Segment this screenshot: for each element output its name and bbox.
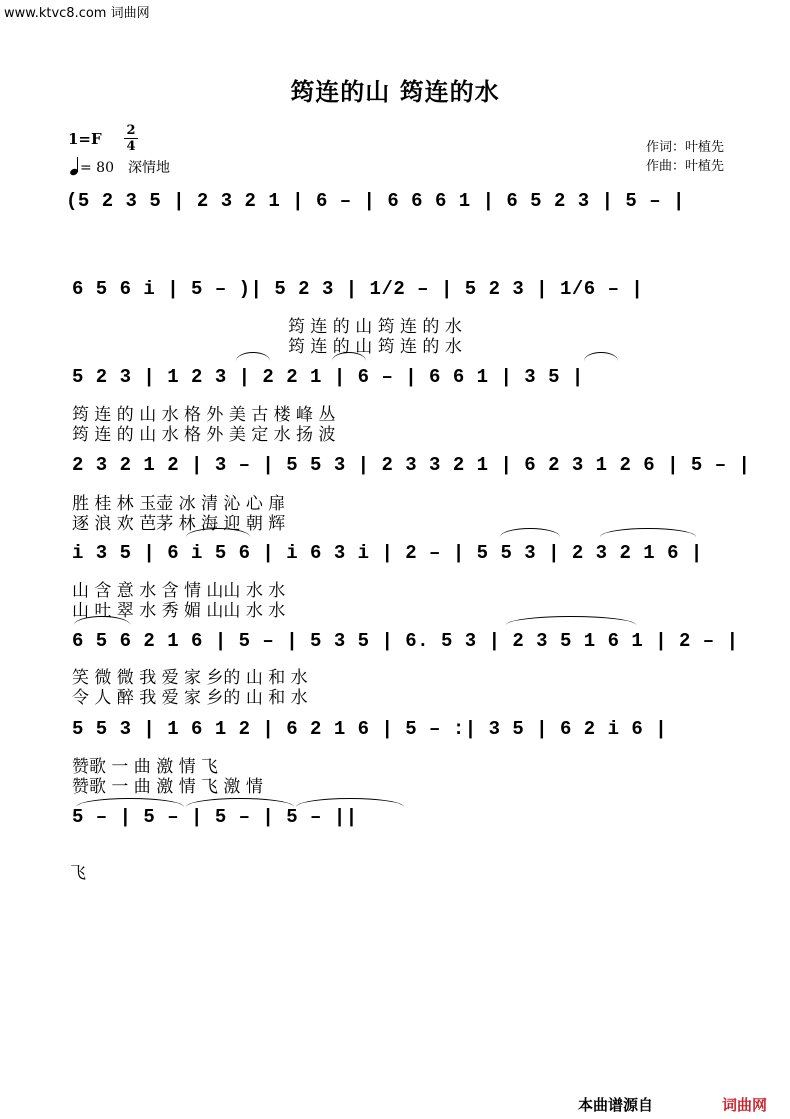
- lyric-2b: 筠 连 的 山 水 格 外 美 定 水 扬 波: [72, 425, 336, 445]
- tempo-value: = 80: [80, 160, 114, 176]
- score-line-2: 6 5 6 i | 5 – )| 5 2 3 | 1/2 – | 5 2 3 | 1/6 – |: [72, 278, 644, 300]
- score-line-7: 5 5 3 | 1 6 1 2 | 6 2 1 6 | 5 – :| 3 5 | 6 2 i 6 |: [72, 718, 668, 740]
- tempo-mark: [70, 157, 170, 177]
- meter-bottom: 4: [126, 139, 136, 154]
- meter-top: 2: [124, 124, 138, 139]
- expression: 深情地: [128, 160, 170, 176]
- score-line-4: 2 3 2 1 2 | 3 – | 5 5 3 | 2 3 3 2 1 | 6 2 3 1 2 6 | 5 – |: [72, 454, 751, 476]
- lyric-3a: 胜 桂 林 玉壶 冰 清 沁 心 扉: [72, 494, 286, 514]
- score-line-3: 5 2 3 | 1 2 3 | 2 2 1 | 6 – | 6 6 1 | 3 5 |: [72, 366, 584, 388]
- quarter-note-icon: [70, 159, 80, 175]
- slur-arc: [600, 528, 696, 537]
- lyric-4a: 山 含 意 水 含 情 山山 水 水: [72, 581, 286, 601]
- lyric-4b: 山 吐 翠 水 秀 媚 山山 水 水: [72, 601, 286, 621]
- lyric-2a: 筠 连 的 山 水 格 外 美 古 楼 峰 丛: [72, 405, 336, 425]
- key-signature: [68, 130, 102, 148]
- lyric-1a: 筠 连 的 山 筠 连 的 水: [288, 317, 462, 337]
- score-line-6: 6 5 6 2 1 6 | 5 – | 5 3 5 | 6. 5 3 | 2 3 5 1 6 1 | 2 – |: [72, 630, 739, 652]
- lyric-6a: 赞歌 一 曲 激 情 飞: [72, 757, 219, 777]
- slur-arc: [236, 352, 270, 361]
- slur-arc: [584, 352, 618, 361]
- final-lyric: 飞: [70, 863, 87, 882]
- composer-credit: 作曲：叶植先: [645, 159, 724, 174]
- time-signature: [124, 124, 138, 153]
- score-line-5: i 3 5 | 6 i 5 6 | i 6 3 i | 2 – | 5 5 3 | 2 3 2 1 6 |: [72, 542, 703, 564]
- score-line-1: (5 2 3 5 | 2 3 2 1 | 6 – | 6 6 6 1 | 6 5 2 3 | 5 – |: [66, 190, 685, 212]
- lyricist-credit: 作词：叶植先: [645, 140, 724, 155]
- lyric-5b: 令 人 醉 我 爱 家 乡的 山 和 水: [72, 688, 308, 708]
- footer-source: 本曲谱源自: [578, 1096, 654, 1114]
- score-line-8: 5 – | 5 – | 5 – | 5 – ||: [72, 806, 358, 828]
- lyric-5a: 笑 微 微 我 爱 家 乡的 山 和 水: [72, 668, 308, 688]
- lyric-1b: 筠 连 的 山 筠 连 的 水: [288, 337, 462, 357]
- key-label: 1=F: [68, 130, 102, 148]
- song-title: 筠连的山 筠连的水: [290, 78, 500, 106]
- lyric-3b: 逐 浪 欢 芭茅 林 海 迎 朝 辉: [72, 514, 286, 534]
- slur-arc: [506, 616, 636, 625]
- footer-logo: 词曲网: [722, 1096, 768, 1114]
- site-watermark: www.ktvc8.com 词曲网: [4, 6, 150, 21]
- slur-arc: [500, 528, 560, 537]
- lyric-6b: 赞歌 一 曲 激 情 飞 激 情: [72, 777, 263, 797]
